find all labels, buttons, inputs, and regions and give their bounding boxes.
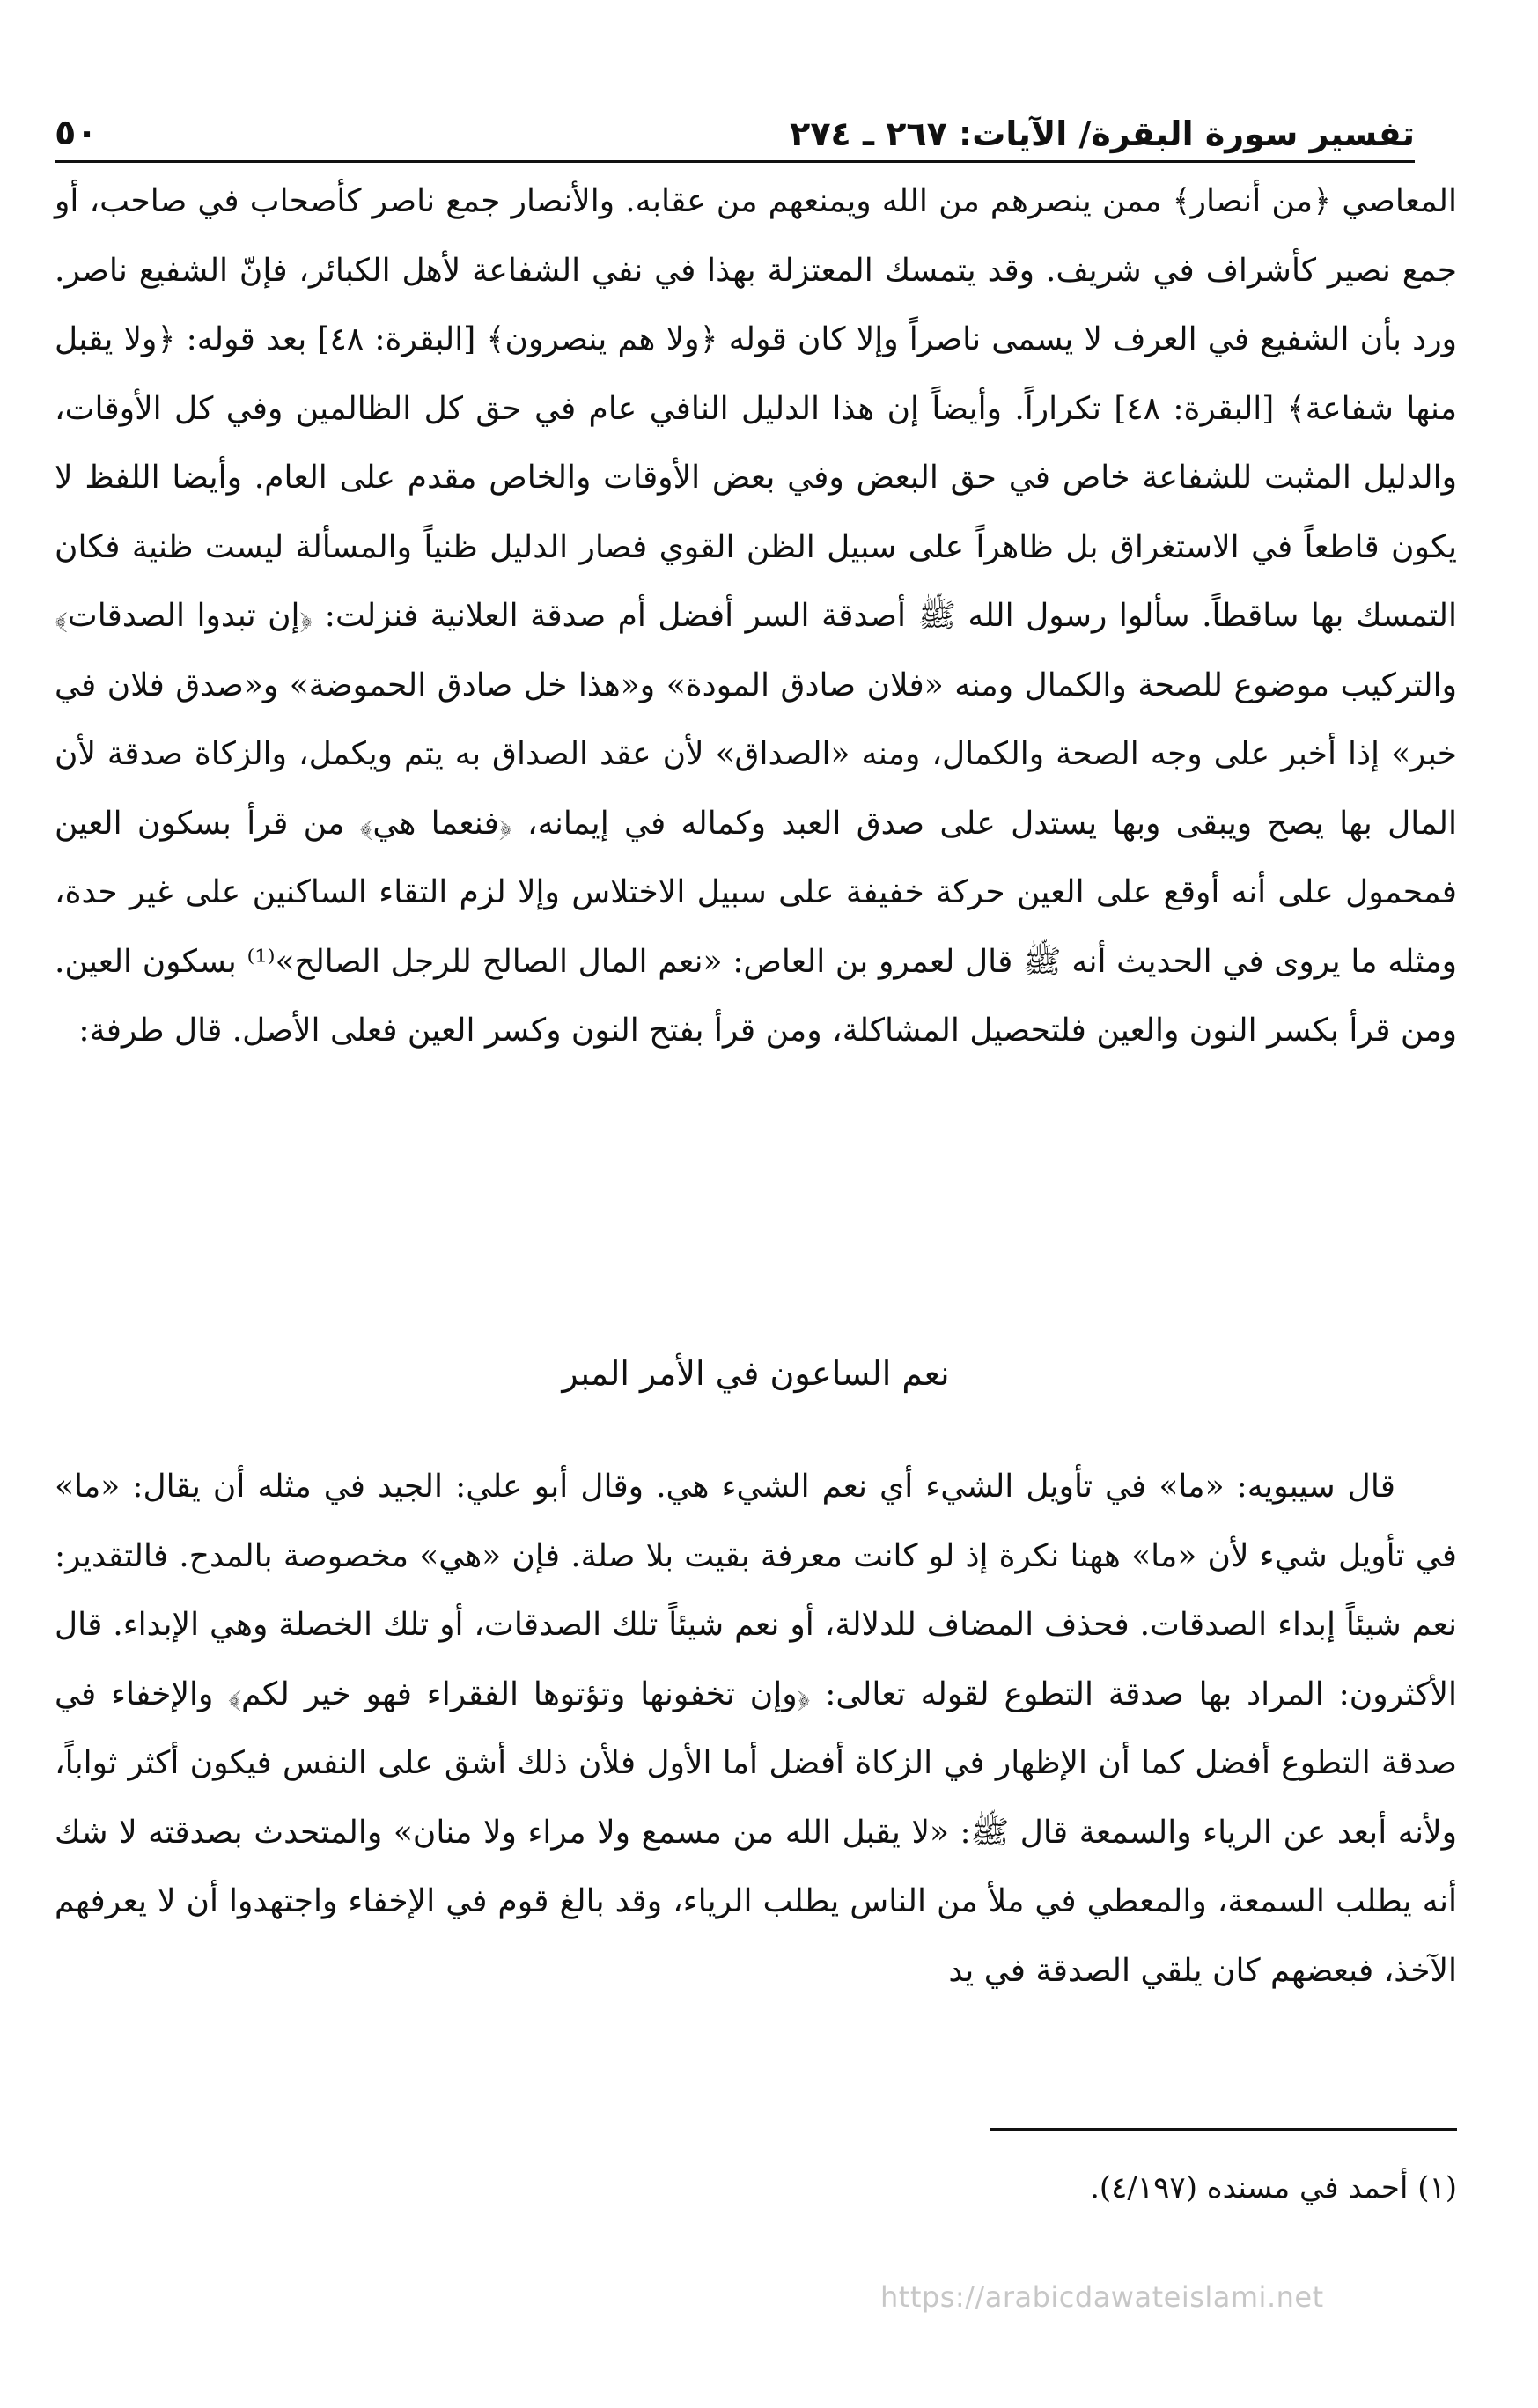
paragraph-2: قال سيبويه: «ما» في تأويل الشيء أي نعم الشيء هي. وقال أبو علي: الجيد في مثله أن يقال: «ما» في تأويل شيء لأن «ما» ههنا نكرة إذ لو كانت معرفة بقيت بلا صلة. فإن «هي» مخصوصة بالمدح. فالتقدير: نعم شيئاً إبداء الصدقات. فحذف المضاف للدلالة، أو نعم شيئاً تلك الصدقات، أو تلك الخصلة وهي الإبداء. قال الأكثرون: المراد بها صدقة التطوع لقوله تعالى: ﴿وإن تخفونها وتؤتوها الفقراء فهو خير لكم﴾ والإخفاء في صدقة التطوع أفضل كما أن الإظهار في الزكاة أفضل أما الأول فلأن ذلك أشق على النفس فيكون أكثر ثواباً، ولأنه أبعد عن الرياء والسمعة قال ﷺ: «لا يقبل الله من مسمع ولا مراء ولا منان» والمتحدث بصدقته لا شك أنه يطلب السمعة، والمعطي في ملأ من الناس يطلب الرياء، وقد بالغ قوم في الإخفاء واجتهدوا أن لا يعرفهم الآخذ، فبعضهم كان يلقي الصدقة في يد [55, 1469, 1457, 1989]
footnote: (١) أحمد في مسنده (٤/١٩٧). [1090, 2170, 1457, 2205]
footnote-divider [990, 2128, 1457, 2131]
page-header [55, 88, 1415, 163]
main-text-block [55, 167, 1457, 1066]
poem-verse: نعم الساعون في الأمر المبر [562, 1354, 950, 1393]
running-title: تفسير سورة البقرة/ الآيات: ٢٦٧ ـ ٢٧٤ [790, 114, 1415, 153]
paragraph-1: المعاصي ﴿من أنصار﴾ ممن ينصرهم من الله ويمنعهم من عقابه. والأنصار جمع ناصر كأصحاب في صاحب، أو جمع نصير كأشراف في شريف. وقد يتمسك المعتزلة بهذا في نفي الشفاعة لأهل الكبائر، فإنّ الشفيع ناصر. ورد بأن الشفيع في العرف لا يسمى ناصراً وإلا كان قوله ﴿ولا هم ينصرون﴾ [البقرة: ٤٨] بعد قوله: ﴿ولا يقبل منها شفاعة﴾ [البقرة: ٤٨] تكراراً. وأيضاً إن هذا الدليل النافي عام في حق كل الظالمين وفي كل الأوقات، والدليل المثبت للشفاعة خاص في حق البعض وفي بعض الأوقات والخاص مقدم على العام. وأيضا اللفظ لا يكون قاطعاً في الاستغراق بل ظاهراً على سبيل الظن القوي فصار الدليل ظنياً والمسألة ليست ظنية فكان التمسك بها ساقطاً. سألوا رسول الله ﷺ أصدقة السر أفضل أم صدقة العلانية فنزلت: ﴿إن تبدوا الصدقات﴾ والتركيب موضوع للصحة والكمال ومنه «فلان صادق المودة» و«هذا خل صادق الحموضة» و«صدق فلان في خبر» إذا أخبر على وجه الصحة والكمال، ومنه «الصداق» لأن عقد الصداق به يتم ويكمل، والزكاة صدقة لأن المال بها يصح ويبقى وبها يستدل على صدق العبد وكماله في إيمانه، ﴿فنعما هي﴾ من قرأ بسكون العين فمحمول على أنه أوقع على العين حركة خفيفة على سبيل الاختلاس وإلا لزم التقاء الساكنين على غير حدة، ومثله ما يروى في الحديث أنه ﷺ قال لعمرو بن العاص: «نعم المال الصالح للرجل الصالح»⁽¹⁾ بسكون العين. ومن قرأ بكسر النون والعين فلتحصيل المشاكلة، ومن قرأ بفتح النون وكسر العين فعلى الأصل. قال طرفة: [55, 183, 1458, 1049]
watermark-url: https://arabicdawateislami.net [880, 2280, 1324, 2314]
main-text-block-2 [55, 1453, 1457, 2006]
page-number: ٥٠ [55, 113, 98, 153]
